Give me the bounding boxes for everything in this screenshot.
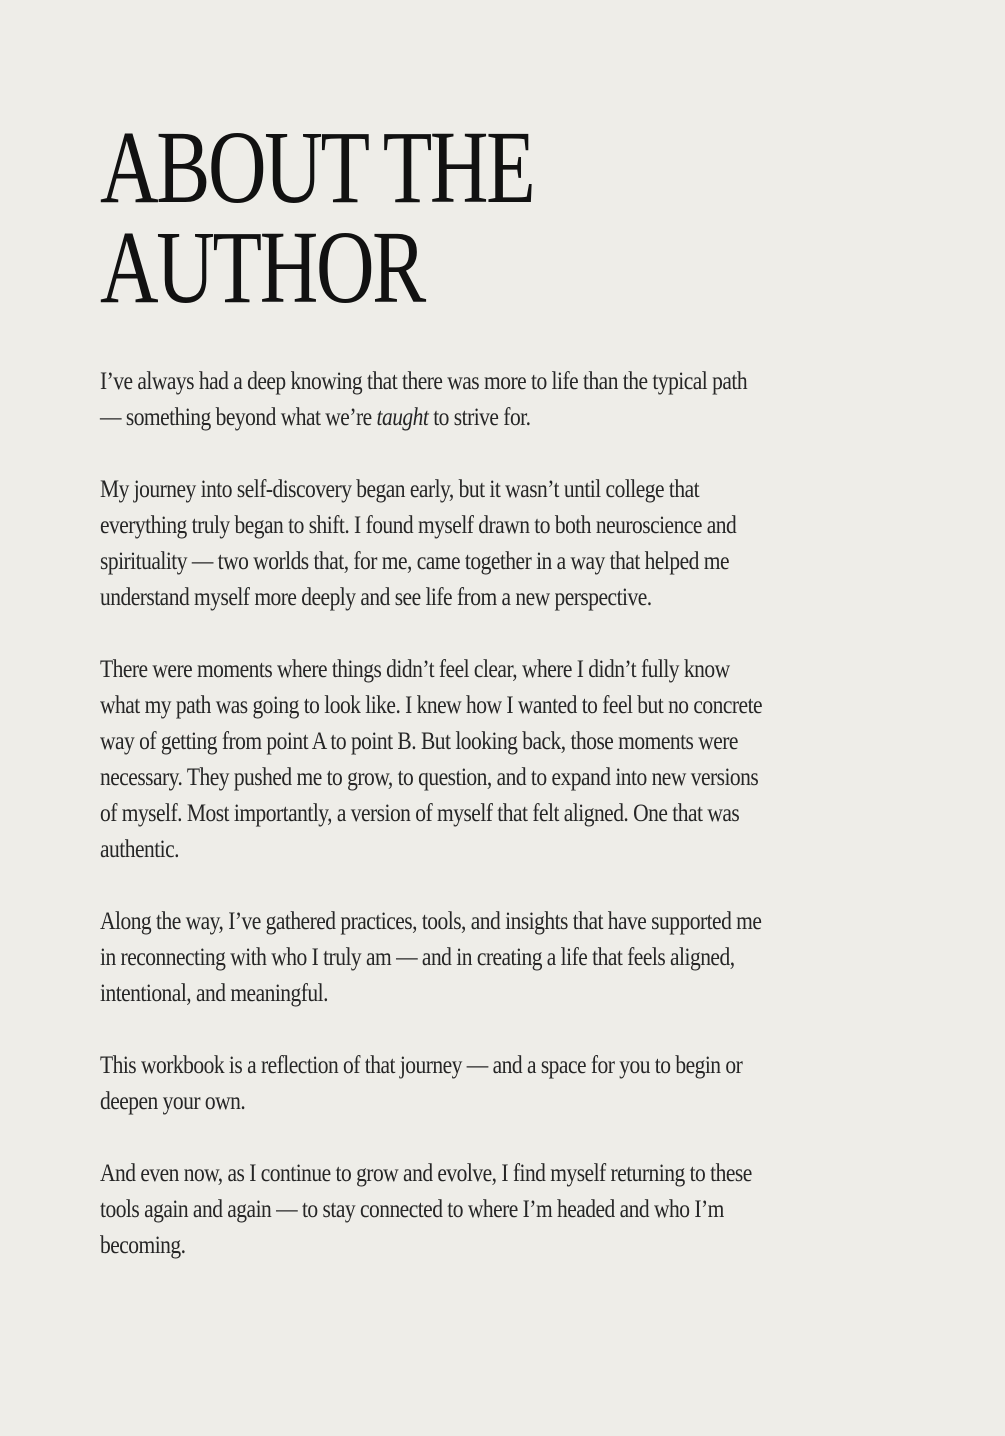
text-line: spirituality — two worlds that, for me, came together in a way that helped me bbox=[100, 548, 729, 575]
text-line: I’ve always had a deep knowing that there was more to life than the typical path bbox=[100, 368, 748, 395]
text-line: authentic. bbox=[100, 836, 180, 863]
text-line: of myself. Most importantly, a version of myself that felt aligned. One that was bbox=[100, 800, 740, 827]
text-line: everything truly began to shift. I found myself drawn to both neuroscience and bbox=[100, 512, 737, 539]
page-title bbox=[100, 110, 534, 325]
text-line: intentional, and meaningful. bbox=[100, 980, 328, 1007]
text-line: way of getting from point A to point B. But looking back, those moments were bbox=[100, 728, 738, 755]
bio-paragraph-1 bbox=[100, 364, 900, 436]
text-line: necessary. They pushed me to grow, to question, and to expand into new versions bbox=[100, 764, 759, 791]
bio-paragraph-2 bbox=[100, 472, 900, 616]
text-line: tools again and again — to stay connected to where I’m headed and who I’m bbox=[100, 1196, 724, 1223]
text-line: My journey into self-discovery began early, but it wasn’t until college that bbox=[100, 476, 700, 503]
text-span: to strive for. bbox=[428, 404, 531, 431]
bio-paragraph-3 bbox=[100, 652, 900, 868]
text-line: This workbook is a reflection of that journey — and a space for you to begin or bbox=[100, 1052, 743, 1079]
bio-paragraph-6 bbox=[100, 1156, 900, 1264]
text-line: deepen your own. bbox=[100, 1088, 246, 1115]
author-bio bbox=[100, 364, 900, 1300]
emphasized-word: taught bbox=[376, 404, 429, 431]
text-line: in reconnecting with who I truly am — and in creating a life that feels aligned, bbox=[100, 944, 735, 971]
page-title-line-1: ABOUT THE bbox=[100, 110, 534, 225]
bio-paragraph-4 bbox=[100, 904, 900, 1012]
text-line: becoming. bbox=[100, 1232, 186, 1259]
text-line: And even now, as I continue to grow and evolve, I find myself returning to these bbox=[100, 1160, 752, 1187]
text-line: There were moments where things didn’t feel clear, where I didn’t fully know bbox=[100, 656, 730, 683]
text-line: what my path was going to look like. I knew how I wanted to feel but no concrete bbox=[100, 692, 763, 719]
text-span: — something beyond what we’re bbox=[100, 404, 377, 431]
text-line: Along the way, I’ve gathered practices, tools, and insights that have supported me bbox=[100, 908, 762, 935]
text-line: understand myself more deeply and see life from a new perspective. bbox=[100, 584, 652, 611]
bio-paragraph-5 bbox=[100, 1048, 900, 1120]
page-title-line-2: AUTHOR bbox=[100, 210, 424, 325]
text-line bbox=[100, 400, 788, 436]
